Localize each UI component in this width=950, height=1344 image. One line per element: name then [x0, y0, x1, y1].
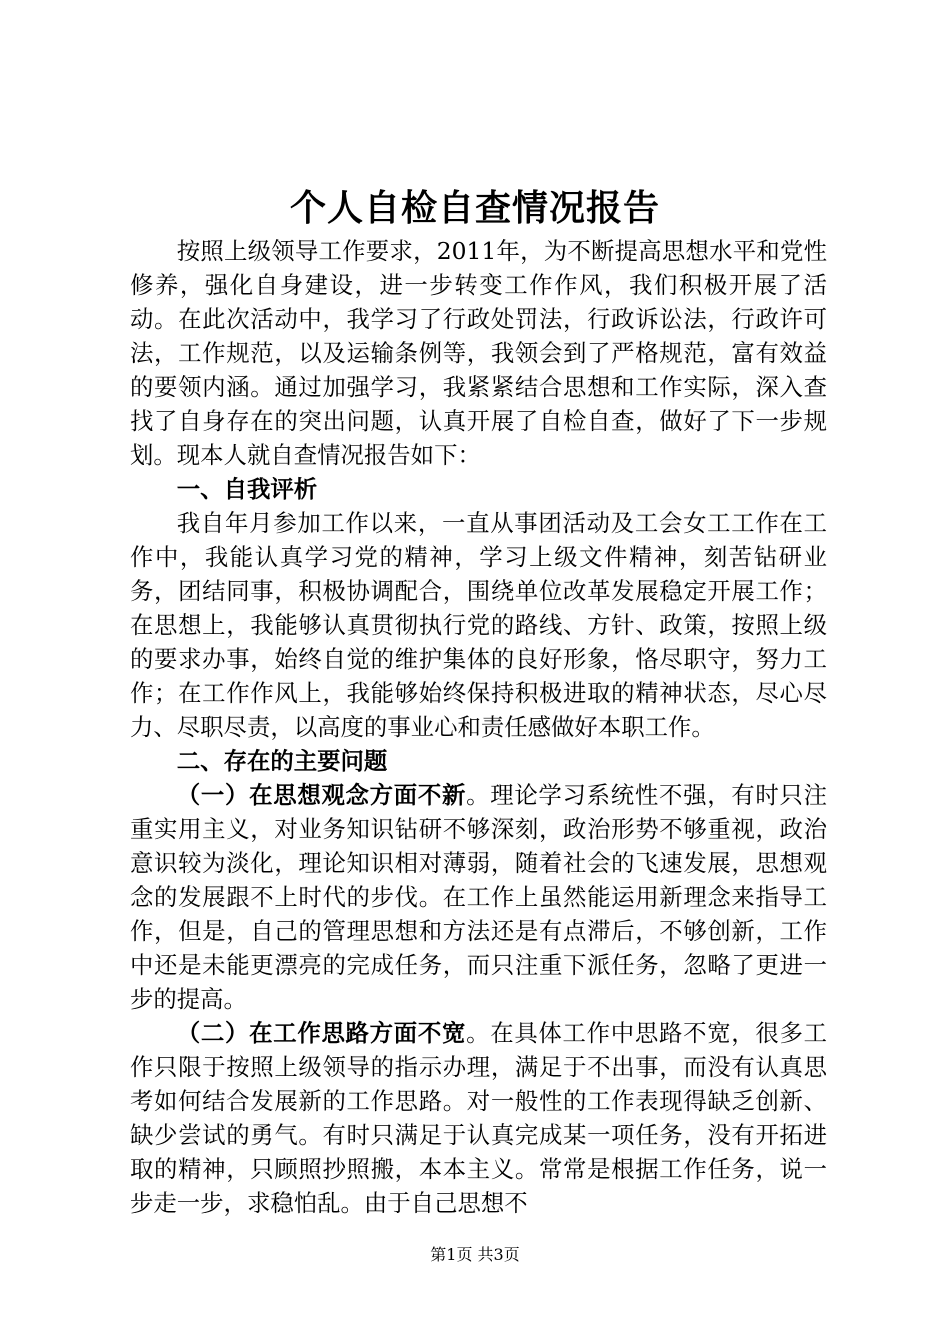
document-title: 个人自检自查情况报告	[289, 187, 660, 229]
problem-text-1: 。理论学习系统性不强，有时只注重实用主义，对业务知识钻研不够深刻，政治形势不够重视，政治意识较为淡化，理论知识相对薄弱，随着社会的飞速发展，思想观念的发展跟不上时代的步伐。在工作上虽然能运用新理念来指导工作，但是，自己的管理思想和方法还是有点滞后，不够创新，工作中还是未能更漂亮的完成任务，而只注重下派任务，忽略了更进一步的提高。	[130, 781, 828, 1013]
section-heading-self-analysis: 一、自我评析	[176, 475, 318, 503]
self-analysis-paragraph: 我自年月参加工作以来，一直从事团活动及工会女工工作在工作中，我能认真学习党的精神，学习上级文件精神，刻苦钻研业务，团结同事，积极协调配合，围绕单位改革发展稳定开展工作；在思想上，我能够认真贯彻执行党的路线、方针、政策，按照上级的要求办事，始终自觉的维护集体的良好形象，恪尽职守，努力工作；在工作作风上，我能够始终保持积极进取的精神状态，尽心尽力、尽职尽责，以高度的事业心和责任感做好本职工作。	[130, 509, 827, 741]
page-footer: 第1页 共3页	[430, 1245, 520, 1264]
document-body	[130, 234, 827, 1220]
section-heading-main-problems: 二、存在的主要问题	[176, 747, 388, 775]
problem-paragraph-2	[130, 1016, 827, 1220]
intro-paragraph: 按照上级领导工作要求，2011年，为不断提高思想水平和党性修养，强化自身建设，进一步转变工作作风，我们积极开展了活动。在此次活动中，我学习了行政处罚法，行政诉讼法，行政许可法，工作规范，以及运输条例等，我领会到了严格规范，富有效益的要领内涵。通过加强学习，我紧紧结合思想和工作实际，深入查找了自身存在的突出问题，认真开展了自检自查，做好了下一步规划。现本人就自查情况报告如下：	[130, 237, 827, 469]
problem-paragraph-1	[130, 778, 827, 1016]
problem-text-2: 。在具体工作中思路不宽，很多工作只限于按照上级领导的指示办理，满足于不出事，而没有认真思考如何结合发展新的工作思路。对一般性的工作表现得缺乏创新、缺少尝试的勇气。有时只满足于认真完成某一项任务，没有开拓进取的精神，只顾照抄照搬，本本主义。常常是根据工作任务，说一步走一步，求稳怕乱。由于自己思想不	[130, 1019, 828, 1217]
problem-lead-1: （一）在思想观念方面不新	[176, 781, 467, 809]
problem-lead-2: （二）在工作思路方面不宽	[176, 1019, 467, 1047]
